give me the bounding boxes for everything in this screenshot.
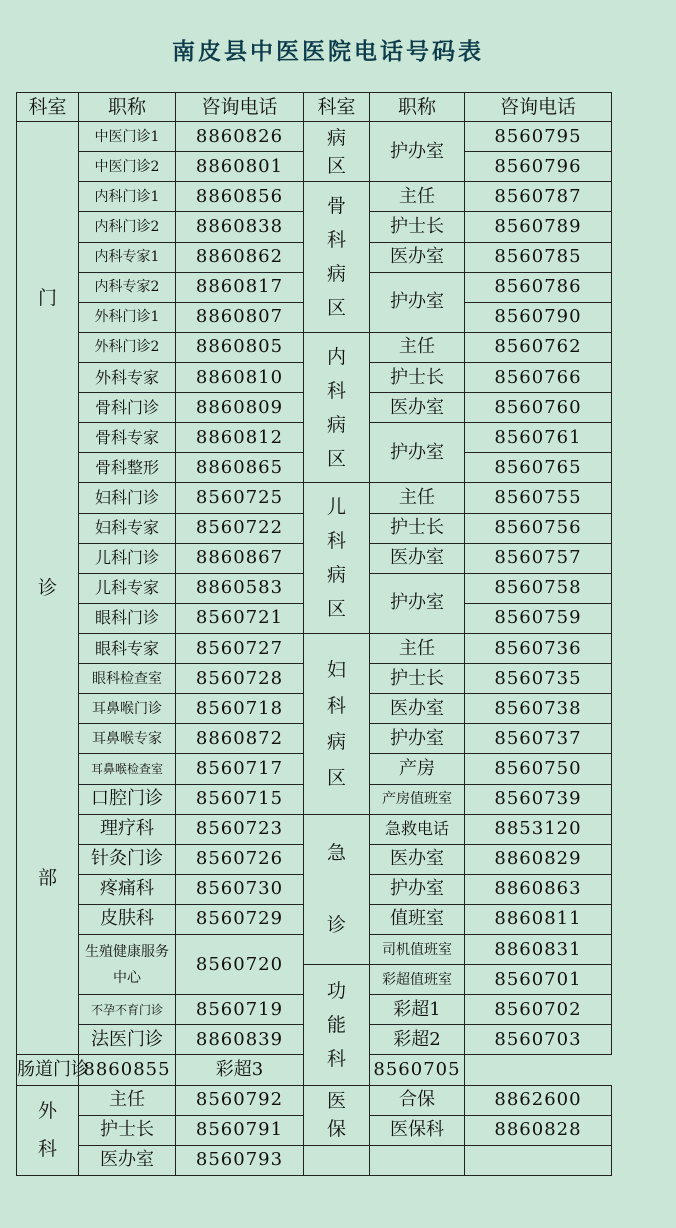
dept-char: 诊: [326, 914, 346, 937]
phone-cell: 8560765: [465, 453, 612, 483]
dept-char: 诊: [37, 577, 57, 600]
header-cell: 职称: [79, 93, 176, 122]
dept-char: 外: [37, 1100, 57, 1123]
page-title: 南皮县中医医院电话号码表: [172, 39, 484, 65]
title-cell: 护办室: [370, 724, 465, 754]
phone-cell: 8560722: [176, 513, 304, 543]
phone-cell: 8560718: [176, 694, 304, 724]
title-cell: 耳鼻喉检查室: [79, 754, 176, 784]
phone-cell: 8860801: [176, 152, 304, 182]
table-row: [17, 122, 612, 152]
phone-cell: 8560719: [176, 995, 304, 1025]
dept-char: 科: [326, 694, 346, 717]
title-cell: 护士长: [370, 664, 465, 694]
phone-cell: 8862600: [465, 1085, 612, 1115]
dept-char: 病: [326, 730, 346, 753]
title-cell: 儿科专家: [79, 573, 176, 603]
dept-char: 保: [326, 1118, 346, 1141]
dept-char: 区: [326, 447, 346, 470]
phone-cell: 8560785: [465, 242, 612, 272]
title-cell: 彩超3: [176, 1055, 304, 1085]
title-cell: 内科门诊1: [79, 182, 176, 212]
header-cell: 科室: [17, 93, 79, 122]
phone-cell: 8560755: [465, 483, 612, 513]
phone-cell: 8560791: [176, 1115, 304, 1145]
title-cell: 急救电话: [370, 814, 465, 844]
title-cell: 外科门诊1: [79, 302, 176, 332]
dept-cell: [304, 483, 370, 634]
phone-cell: 8560761: [465, 423, 612, 453]
phone-cell: 8560792: [176, 1085, 304, 1115]
phone-cell: 8560729: [176, 904, 304, 934]
title-cell: 口腔门诊: [79, 784, 176, 814]
phone-cell: 8560730: [176, 874, 304, 904]
dept-char: 急: [326, 842, 346, 865]
phone-cell: 8860867: [176, 543, 304, 573]
dept-char: 门: [37, 287, 57, 310]
title-cell: 彩超2: [370, 1025, 465, 1055]
dept-char: 儿: [326, 496, 346, 519]
title-cell: 内科专家1: [79, 242, 176, 272]
phone-cell: 8560750: [465, 754, 612, 784]
title-cell: 护士长: [370, 513, 465, 543]
phone-cell: 8560759: [465, 603, 612, 633]
empty-cell: [304, 1145, 370, 1175]
phone-cell: 8860809: [176, 393, 304, 423]
dept-char: 病: [326, 564, 346, 587]
dept-char: 病: [326, 413, 346, 436]
title-cell: 耳鼻喉专家: [79, 724, 176, 754]
title-cell: 护办室: [370, 122, 465, 182]
title-cell: 内科专家2: [79, 272, 176, 302]
phone-cell: 8560726: [176, 844, 304, 874]
dept-cell: [17, 1085, 79, 1175]
dept-char: 区: [326, 297, 346, 320]
title-cell: 骨科整形: [79, 453, 176, 483]
phone-cell: 8560705: [370, 1055, 465, 1085]
phone-cell: 8560787: [465, 182, 612, 212]
table-header-row: [17, 93, 612, 122]
phone-cell: 8560728: [176, 664, 304, 694]
phone-cell: 8860839: [176, 1025, 304, 1055]
header-cell: 咨询电话: [176, 93, 304, 122]
dept-cell: [304, 814, 370, 965]
phone-cell: 8860829: [465, 844, 612, 874]
phone-cell: 8560701: [465, 965, 612, 995]
dept-char: 病: [326, 263, 346, 286]
title-cell: 护办室: [370, 272, 465, 332]
phone-cell: 8860810: [176, 362, 304, 392]
title-cell: 外科门诊2: [79, 332, 176, 362]
phone-cell: 8560795: [465, 122, 612, 152]
title-cell: 护士长: [79, 1115, 176, 1145]
phone-cell: 8560789: [465, 212, 612, 242]
title-cell: 产房: [370, 754, 465, 784]
title-cell: 值班室: [370, 904, 465, 934]
title-cell: 医办室: [370, 242, 465, 272]
title-cell: 彩超值班室: [370, 965, 465, 995]
phone-cell: 8853120: [465, 814, 612, 844]
phone-cell: 8560760: [465, 393, 612, 423]
dept-cell: [304, 332, 370, 483]
phone-cell: 8560715: [176, 784, 304, 814]
phone-cell: 8560735: [465, 664, 612, 694]
title-cell: 护士长: [370, 362, 465, 392]
table-row: [17, 633, 612, 663]
phone-cell: 8560762: [465, 332, 612, 362]
phone-cell: 8860807: [176, 302, 304, 332]
dept-cell: [304, 122, 370, 182]
title-cell: 医办室: [370, 393, 465, 423]
dept-char: 科: [326, 229, 346, 252]
dept-char: 区: [326, 598, 346, 621]
phone-cell: 8860828: [465, 1115, 612, 1145]
dept-cell: [17, 122, 79, 1055]
phone-cell: 8860811: [465, 904, 612, 934]
phone-cell: 8560758: [465, 573, 612, 603]
title-cell: 中医门诊1: [79, 122, 176, 152]
phone-cell: 8860872: [176, 724, 304, 754]
header-cell: 职称: [370, 93, 465, 122]
title-cell: 理疗科: [79, 814, 176, 844]
title-cell: 眼科检查室: [79, 664, 176, 694]
phone-cell: 8860838: [176, 212, 304, 242]
dept-char: 内: [326, 345, 346, 368]
title-cell: 合保: [370, 1085, 465, 1115]
phone-cell: 8560702: [465, 995, 612, 1025]
title-cell: 疼痛科: [79, 874, 176, 904]
phone-cell: 8860826: [176, 122, 304, 152]
phone-cell: 8560757: [465, 543, 612, 573]
dept-char: 科: [326, 1047, 346, 1070]
phone-cell: 8560727: [176, 633, 304, 663]
phone-cell: 8860583: [176, 573, 304, 603]
phone-cell: 8560721: [176, 603, 304, 633]
dept-char: 科: [37, 1138, 57, 1161]
phone-cell: 8560737: [465, 724, 612, 754]
dept-char: 区: [326, 766, 346, 789]
phone-cell: 8860865: [176, 453, 304, 483]
phone-cell: 8860812: [176, 423, 304, 453]
title-cell: 儿科门诊: [79, 543, 176, 573]
title-cell: 中医门诊2: [79, 152, 176, 182]
title-cell: 生殖健康服务中心: [79, 935, 176, 995]
title-cell: 针灸门诊: [79, 844, 176, 874]
title-cell: 妇科门诊: [79, 483, 176, 513]
phone-cell: 8560723: [176, 814, 304, 844]
dept-char: 科: [326, 379, 346, 402]
dept-cell: [304, 965, 370, 1085]
header-cell: 咨询电话: [465, 93, 612, 122]
phone-cell: 8560720: [176, 935, 304, 995]
title-cell: 肠道门诊: [17, 1055, 79, 1085]
title-cell: 产房值班室: [370, 784, 465, 814]
title-cell: 皮肤科: [79, 904, 176, 934]
phone-cell: 8560717: [176, 754, 304, 784]
title-cell: 医保科: [370, 1115, 465, 1145]
title-cell: 法医门诊: [79, 1025, 176, 1055]
phone-cell: 8560756: [465, 513, 612, 543]
table-row: [17, 1145, 612, 1175]
dept-char: 骨: [326, 195, 346, 218]
title-cell: 主任: [370, 182, 465, 212]
phone-cell: 8560766: [465, 362, 612, 392]
table-row: [17, 1085, 612, 1115]
phone-cell: 8860863: [465, 874, 612, 904]
dept-char: 区: [326, 154, 346, 177]
title-cell: 医办室: [370, 694, 465, 724]
title-cell: 眼科专家: [79, 633, 176, 663]
title-cell: 骨科门诊: [79, 393, 176, 423]
dept-cell: [304, 182, 370, 333]
phone-cell: 8560793: [176, 1145, 304, 1175]
phone-cell: 8860817: [176, 272, 304, 302]
title-cell: 主任: [370, 483, 465, 513]
phone-cell: 8560739: [465, 784, 612, 814]
phone-cell: 8860831: [465, 935, 612, 965]
empty-cell: [465, 1145, 612, 1175]
dept-char: 病: [326, 126, 346, 149]
title-cell: 医办室: [370, 844, 465, 874]
table-row: [17, 332, 612, 362]
title-cell: 护办室: [370, 423, 465, 483]
phone-cell: 8860805: [176, 332, 304, 362]
phone-cell: 8560796: [465, 152, 612, 182]
title-cell: 彩超1: [370, 995, 465, 1025]
title-cell: 医办室: [79, 1145, 176, 1175]
title-cell: 主任: [79, 1085, 176, 1115]
phone-table: [16, 92, 612, 1176]
title-cell: 医办室: [370, 543, 465, 573]
dept-char: 科: [326, 530, 346, 553]
table-row: [17, 814, 612, 844]
dept-char: 部: [37, 867, 57, 890]
title-cell: 主任: [370, 332, 465, 362]
dept-char: 功: [326, 979, 346, 1002]
title-cell: 眼科门诊: [79, 603, 176, 633]
title-cell: 护士长: [370, 212, 465, 242]
title-cell: 主任: [370, 633, 465, 663]
header-cell: 科室: [304, 93, 370, 122]
empty-cell: [370, 1145, 465, 1175]
phone-cell: 8560703: [465, 1025, 612, 1055]
title-cell: 骨科专家: [79, 423, 176, 453]
title-cell: 耳鼻喉门诊: [79, 694, 176, 724]
dept-cell: [304, 633, 370, 814]
dept-char: 妇: [326, 658, 346, 681]
table-row: [17, 483, 612, 513]
phone-cell: 8560786: [465, 272, 612, 302]
title-cell: 不孕不育门诊: [79, 995, 176, 1025]
title-cell: 护办室: [370, 573, 465, 633]
title-cell: 内科门诊2: [79, 212, 176, 242]
phone-cell: 8860856: [176, 182, 304, 212]
phone-cell: 8560790: [465, 302, 612, 332]
phone-cell: 8860862: [176, 242, 304, 272]
title-cell: 妇科专家: [79, 513, 176, 543]
phone-cell: 8860855: [79, 1055, 176, 1085]
dept-char: 能: [326, 1013, 346, 1036]
title-cell: 外科专家: [79, 362, 176, 392]
phone-cell: 8560736: [465, 633, 612, 663]
phone-cell: 8560738: [465, 694, 612, 724]
title-cell: 司机值班室: [370, 935, 465, 965]
dept-cell: [304, 1085, 370, 1145]
table-row: [17, 182, 612, 212]
title-cell: 护办室: [370, 874, 465, 904]
phone-cell: 8560725: [176, 483, 304, 513]
dept-char: 医: [326, 1090, 346, 1113]
